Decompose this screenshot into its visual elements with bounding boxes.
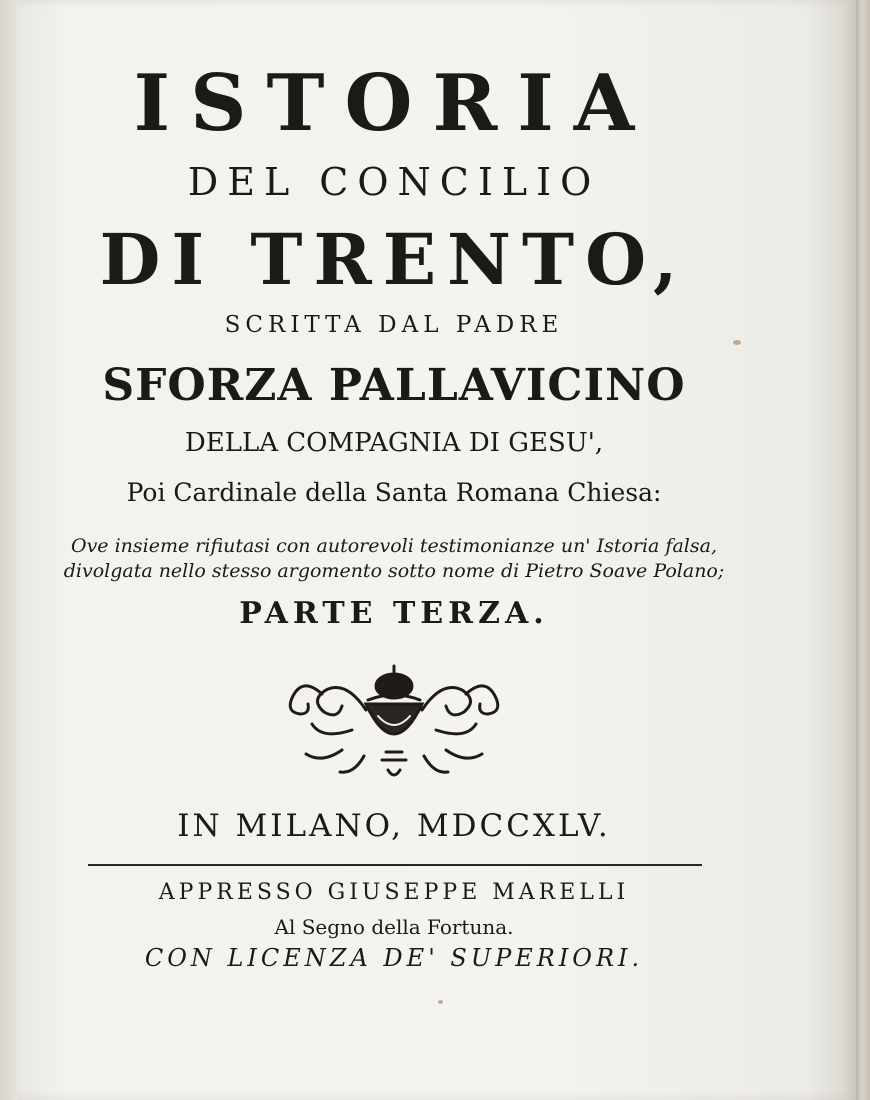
subtitle-line-2: divolgata nello stesso argomento sotto nome di Pietro Soave Polano;	[63, 560, 725, 582]
author-name: SFORZA PALLAVICINO	[102, 360, 686, 411]
license-line: CON LICENZA DE' SUPERIORI.	[144, 944, 644, 972]
paper-foxing-spot	[438, 1000, 443, 1004]
title-line-istoria: ISTORIA	[133, 58, 655, 149]
printer-name: APPRESSO GIUSEPPE MARELLI	[158, 880, 630, 905]
subtitle-line-1: Ove insieme rifiutasi con autorevoli testimonianze un' Istoria falsa,	[71, 535, 717, 557]
imprint-rule	[88, 864, 702, 866]
printer-sign: Al Segno della Fortuna.	[274, 915, 514, 939]
author-intro: SCRITTA DAL PADRE	[224, 312, 564, 338]
page-edge	[856, 0, 870, 1100]
author-title: Poi Cardinale della Santa Romana Chiesa:	[126, 478, 662, 507]
volume-part: PARTE TERZA.	[239, 596, 549, 631]
title-line-del-concilio: DEL CONCILIO	[187, 160, 601, 204]
author-order: DELLA COMPAGNIA DI GESU',	[184, 428, 604, 458]
title-line-di-trento: DI TRENTO,	[99, 218, 689, 301]
book-gutter	[0, 0, 18, 1100]
imprint-place-date: IN MILANO, MDCCXLV.	[177, 808, 611, 844]
paper-foxing-spot	[733, 340, 741, 345]
urn-ornament-icon	[282, 660, 506, 788]
